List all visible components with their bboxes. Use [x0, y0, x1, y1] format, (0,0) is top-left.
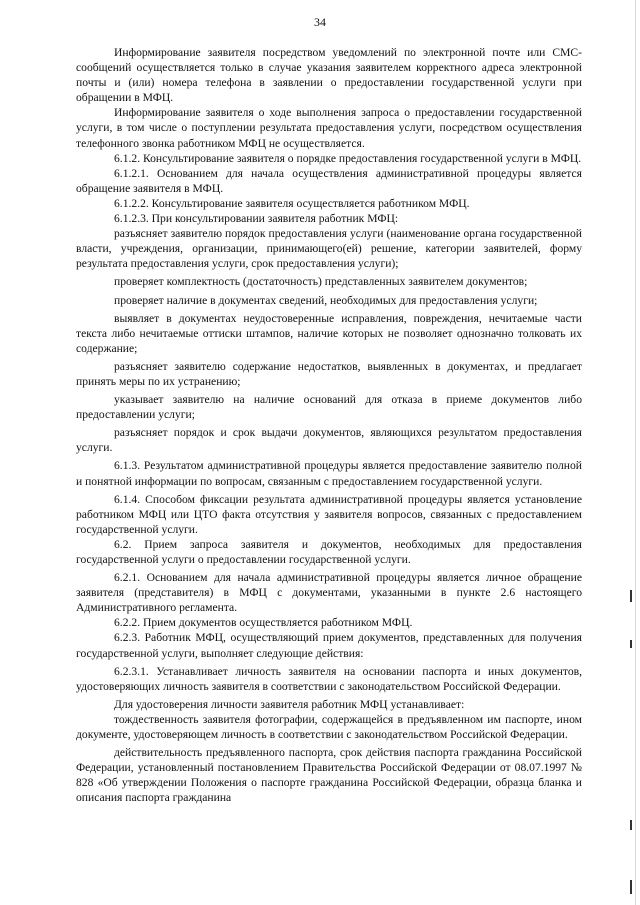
scan-edge	[635, 0, 636, 905]
document-body	[76, 45, 582, 806]
paragraph: действительность предъявленного паспорта, срок действия паспорта гражданина Российской Федерации, установленный постановлением Правительства Российской Федерации от 08.07.1997 № 828 «Об утверждении Положения о паспорте гражданина Российской Федерации, образца бланка и описания паспорта гражданина	[76, 746, 582, 805]
paragraph: Информирование заявителя посредством уведомлений по электронной почте или СМС-сообщений осуществляется только в случае указания заявителем корректного адреса электронной почты и (или) номера телефона в заявлении о предоставлении государственной услуги при обращении в МФЦ.	[76, 46, 582, 105]
scan-mark	[630, 880, 632, 894]
paragraph: 6.1.2.3. При консультировании заявителя работник МФЦ:	[114, 212, 399, 226]
paragraph: 6.1.2.1. Основанием для начала осуществления административной процедуры является обращение заявителя в МФЦ.	[76, 166, 582, 195]
scan-mark	[630, 640, 632, 648]
paragraph: 6.1.3. Результатом административной процедуры является предоставление заявителю полной и понятной информации по вопросам, связанным с предоставлением государственной услуги.	[76, 459, 582, 488]
paragraph: тождественность заявителя фотографии, содержащейся в предъявленном им паспорте, ином документе, удостоверяющем личность в соответствии с законодательством Российской Федерации.	[76, 712, 582, 742]
paragraph: разъясняет заявителю порядок предоставления услуги (наименование органа государственной власти, учреждения, организации, принимающего(ей) решение, категории заявителей, форму результата предоставления услуги, срок предоставления услуги);	[76, 227, 582, 271]
scan-mark	[630, 820, 632, 830]
paragraph: 6.2.3. Работник МФЦ, осуществляющий прием документов, представленных для получения государственной услуги, выполняет следующие действия:	[76, 631, 582, 660]
paragraph: разъясняет порядок и срок выдачи документов, являющихся результатом предоставления услуги.	[76, 426, 582, 455]
paragraph: 6.1.2. Консультирование заявителя о порядке предоставления государственной услуги в МФЦ.	[114, 151, 582, 165]
scan-mark	[630, 590, 632, 602]
page-number: 34	[314, 15, 326, 29]
paragraph: 6.1.4. Способом фиксации результата административной процедуры является установление работником МФЦ или ЦТО факта отсутствия у заявителя вопросов, связанных с предоставлением государственной услуги.	[76, 492, 582, 536]
paragraph: Информирование заявителя о ходе выполнения запроса о предоставлении государственной услуги, в том числе о поступлении результата предоставления услуги, посредством осуществления телефонного звонка работником МФЦ не осуществляется.	[76, 106, 582, 150]
paragraph: 6.2.1. Основанием для начала административной процедуры является личное обращение заявителя (представителя) в МФЦ с документами, указанными в пункте 2.6 настоящего Административного регламента.	[76, 571, 582, 615]
paragraph: указывает заявителю на наличие оснований для отказа в приеме документов либо предоставлении услуги;	[76, 393, 582, 422]
paragraph: 6.2.2. Прием документов осуществляется работником МФЦ.	[114, 616, 413, 630]
paragraph: 6.1.2.2. Консультирование заявителя осуществляется работником МФЦ.	[114, 196, 470, 210]
paragraph: разъясняет заявителю содержание недостатков, выявленных в документах, и предлагает принять меры по их устранению;	[76, 359, 582, 388]
paragraph: проверяет комплектность (достаточность) представленных заявителем документов;	[114, 275, 528, 289]
paragraph: проверяет наличие в документах сведений, необходимых для предоставления услуги;	[114, 293, 538, 307]
paragraph: выявляет в документах неудостоверенные исправления, повреждения, нечитаемые части текста либо нечитаемые оттиски штампов, наличие которых не позволяет однозначно толковать их содержание;	[76, 311, 582, 355]
paragraph: Для удостоверения личности заявителя работник МФЦ устанавливает:	[114, 697, 465, 711]
paragraph: 6.2. Прием запроса заявителя и документов, необходимых для предоставления государственной услуги о предоставлении государственной услуги.	[76, 537, 582, 566]
paragraph: 6.2.3.1. Устанавливает личность заявителя на основании паспорта и иных документов, удостоверяющих личность заявителя в соответствии с законодательством Российской Федерации.	[76, 664, 582, 693]
